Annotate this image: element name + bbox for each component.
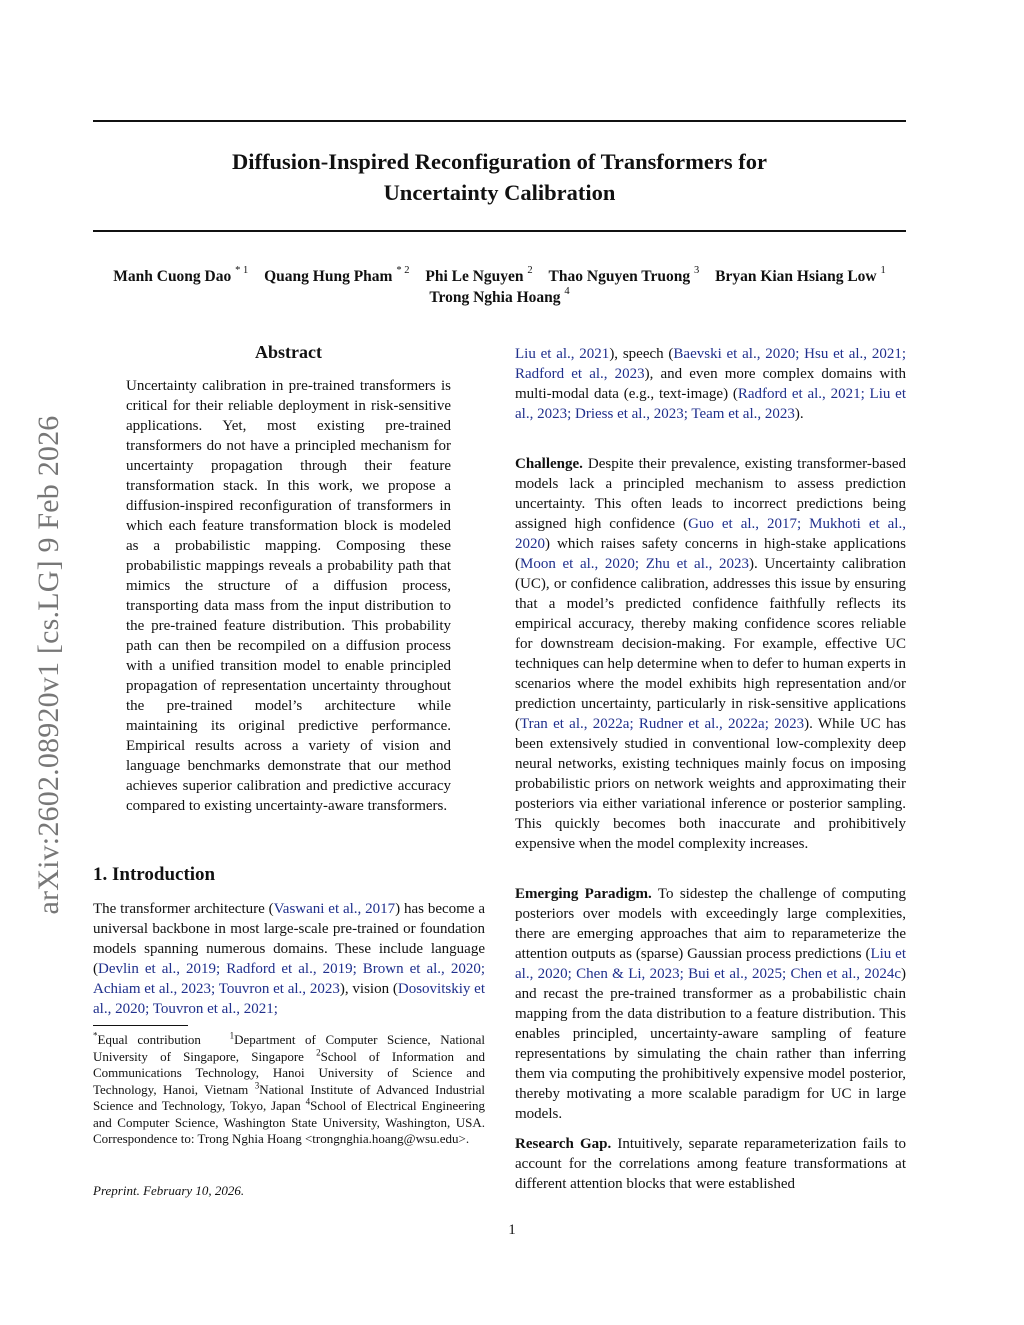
research-gap-heading: Research Gap. xyxy=(515,1136,612,1152)
abstract-heading: Abstract xyxy=(255,342,322,362)
preprint-note: Preprint. February 10, 2026. xyxy=(93,1183,245,1198)
page-number: 1 xyxy=(508,1222,516,1238)
title-top-rule xyxy=(93,120,906,122)
citation-link[interactable]: Moon et al., 2020; Zhu et al., 2023 xyxy=(520,556,750,572)
author: Bryan Kian Hsiang Low $^1$ xyxy=(715,264,886,285)
emerging-paradigm-paragraph: Emerging Paradigm. To sidestep the challenge of computing posteriors over models with exceedingly large complexities, there are emerging approaches that aim to reparameterize the attention outputs as (sparse) Gaussian process predictions (Liu et al., 2020; Chen & Li, 2023; Bui et al., 2025; Chen et al., 2024c) and recast the pre-trained transformer as a probabilistic chain mapping from the data distribution to a feature distribution. This enables principled, uncertainty-aware sampling of feature representations by simulating the chain rather than inferring them via computing the prohibitively expensive model posterior, thereby motivating a more scalable paradigm for UC in large models. xyxy=(515,886,907,1122)
author-line-2 xyxy=(93,287,906,308)
citation-link[interactable]: Baevski et al., 2020; Hsu et al., 2021; Radford et al., 2023 xyxy=(515,346,906,382)
research-gap-paragraph: Research Gap. Intuitively, separate reparameterization fails to account for the correlations among feature transformations at different attention blocks that were established xyxy=(515,1136,906,1192)
introduction-paragraph: The transformer architecture (Vaswani et al., 2017) has become a universal backbone in most large-scale pre-trained or foundation models spanning numerous domains. These include language (Devlin et al., 2019; Radford et al., 2019; Brown et al., 2020; Achiam et al., 2023; Touvron et al., 2023), vision (Dosovitskiy et al., 2020; Touvron et al., 2021; xyxy=(93,901,486,1017)
citation-link[interactable]: Tran et al., 2022a; Rudner et al., 2022a; 2023 xyxy=(520,716,805,732)
citation-link[interactable]: Liu et al., 2020; Chen & Li, 2023; Bui et al., 2025; Chen et al., 2024c xyxy=(515,946,907,982)
footnote-rule xyxy=(93,1025,188,1026)
author-list xyxy=(93,266,906,308)
arxiv-identifier: arXiv:2602.08920v1 [cs.LG] 9 Feb 2026 xyxy=(32,414,65,915)
emerging-paradigm-heading: Emerging Paradigm. xyxy=(515,886,652,902)
affiliations-footnote: *Equal contribution $^1$Department of Computer Science, National University of Singapore, Singapore $^2$School of Information and Communications Technology, Hanoi University of Science and Technology, Hanoi, Vietnam $^3$National Institute of Advanced Industrial Science and Technology, Tokyo, Japan $^4$School of Electrical Engineering and Computer Science, Washington State University, Washington, USA. Correspondence to: Trong Nghia Hoang <trongnghia.hoang@wsu.edu>. xyxy=(93,1030,485,1146)
author-line-1 xyxy=(93,266,906,287)
author: Phi Le Nguyen $^2$ xyxy=(425,264,533,285)
citation-link[interactable]: Vaswani et al., 2017 xyxy=(273,901,396,917)
citation-link[interactable]: Devlin et al., 2019; Radford et al., 2019; Brown et al., 2020; Achiam et al., 2023; Touvron et al., 2023 xyxy=(93,961,485,997)
author: Quang Hung Pham $^{* 2}$ xyxy=(264,264,410,285)
citation-link[interactable]: Dosovitskiy et al., 2020; Touvron et al., 2021; xyxy=(93,981,486,1017)
author: Manh Cuong Dao $^{* 1}$ xyxy=(113,264,249,285)
citation-link[interactable]: Guo et al., 2017; Mukhoti et al., 2020 xyxy=(515,516,906,552)
citation-link[interactable]: Radford et al., 2021; Liu et al., 2023; Driess et al., 2023; Team et al., 2023 xyxy=(515,386,906,422)
citation-link[interactable]: Liu et al., 2021 xyxy=(515,346,610,362)
author: Trong Nghia Hoang $^4$ xyxy=(429,285,570,306)
title-line-1: Diffusion-Inspired Reconfiguration of Transformers for xyxy=(232,149,767,174)
challenge-paragraph: Challenge. Despite their prevalence, existing transformer-based models lack a principled mechanism to assess prediction uncertainty. This often leads to incorrect predictions being assigned high confidence (Guo et al., 2017; Mukhoti et al., 2020) which raises safety concerns in high-stake applications (Moon et al., 2020; Zhu et al., 2023). Uncertainty calibration (UC), or confidence calibration, addresses this issue by ensuring that a model’s predicted confidence faithfully reflects its empirical accuracy, thereby making confidence scores reliable for downstream decision-making. For example, effective UC techniques can help determine when to defer to human experts in scenarios where the model exhibits high representation and/or prediction uncertainty, particularly in risk-sensitive applications (Tran et al., 2022a; Rudner et al., 2022a; 2023). While UC has been extensively studied in conventional low-complexity deep neural networks, existing techniques mainly focus on imposing probabilistic priors on network weights and approximating their posteriors via either variational inference or posterior sampling. This quickly becomes both inaccurate and prohibitively expensive when the model complexity increases. xyxy=(515,456,907,852)
title-bottom-rule xyxy=(93,230,906,232)
abstract-text: Uncertainty calibration in pre-trained transformers is critical for their reliable deployment in risk-sensitive applications. Yet, most existing pre-trained transformers do not have a principled mechanism for uncertainty propagation through their feature transformation stack. In this work, we propose a diffusion-inspired reconfiguration of transformers in which each feature transformation block is modeled as a probabilistic mapping. Composing these probabilistic mappings reveals a probability path that mimics the structure of a diffusion process, transporting data mass from the input distribution to the pre-trained feature distribution. This probability path can then be recompiled on a diffusion process with a unified transition model to enable principled propagation of representation uncertainty throughout the pre-trained model’s architecture while maintaining its original predictive performance. Empirical results across a variety of vision and language benchmarks demonstrate that our method achieves superior calibration and predictive accuracy compared to existing uncertainty-aware transformers. xyxy=(126,378,451,814)
introduction-heading: 1. Introduction xyxy=(93,864,216,885)
title-line-2: Uncertainty Calibration xyxy=(383,180,616,205)
author: Thao Nguyen Truong $^3$ xyxy=(548,264,700,285)
intro-continuation-paragraph: Liu et al., 2021), speech (Baevski et al., 2020; Hsu et al., 2021; Radford et al., 2023), and even more complex domains with multi-modal data (e.g., text-image) (Radford et al., 2021; Liu et al., 2023; Driess et al., 2023; Team et al., 2023). xyxy=(515,346,906,422)
challenge-heading: Challenge. xyxy=(515,456,583,472)
paper-title xyxy=(93,146,906,208)
